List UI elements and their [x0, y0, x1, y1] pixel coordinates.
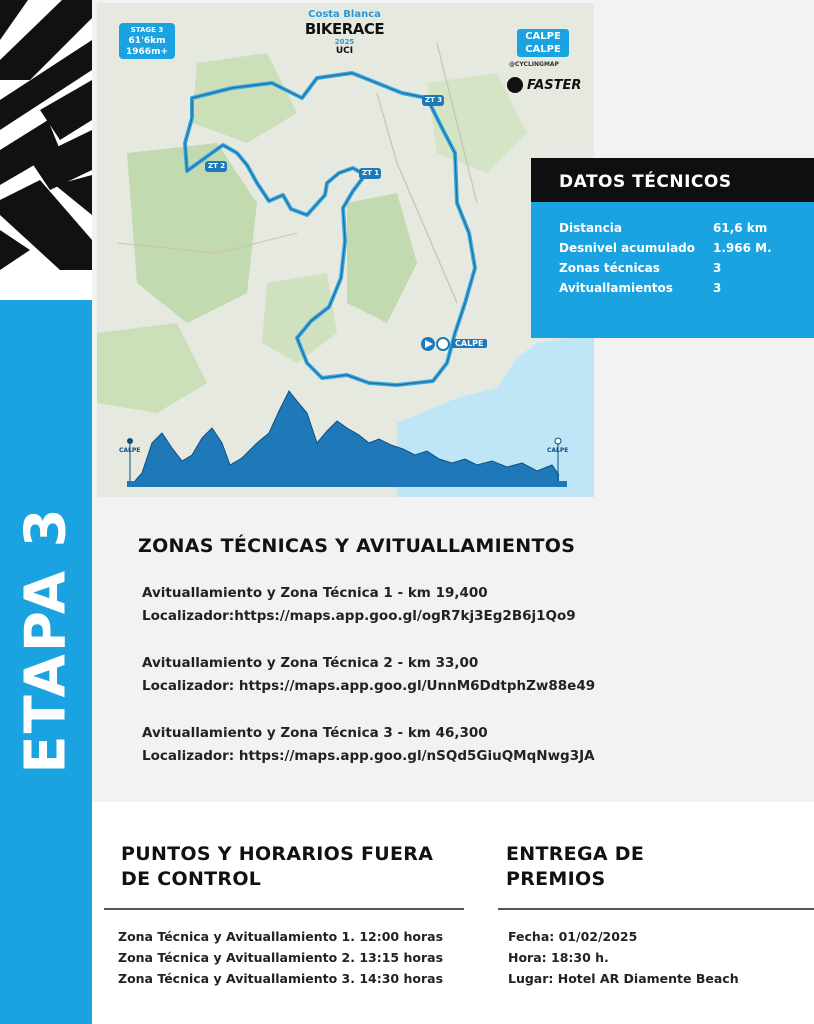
awards-place: Lugar: Hotel AR Diamente Beach — [508, 971, 739, 986]
awards-date: Fecha: 01/02/2025 — [508, 929, 638, 944]
awards-title — [498, 842, 814, 892]
control-times-title — [104, 842, 464, 892]
awards-title-line2: PREMIOS — [506, 868, 606, 890]
awards-section — [498, 842, 814, 989]
zone-item — [138, 722, 778, 768]
control-time-item: Zona Técnica y Avituallamiento 3. 14:30 horas — [118, 971, 444, 986]
event-logo — [297, 9, 392, 56]
awards-time: Hora: 18:30 h. — [508, 950, 609, 965]
zone-item — [138, 652, 778, 698]
zone-item-locator-link[interactable]: Localizador: https://maps.app.goo.gl/UnnM6DdtphZw88e49 — [142, 678, 596, 694]
brand-logo — [0, 0, 92, 300]
tech-label: Desnivel acumulado — [559, 241, 695, 255]
bottom-panel — [92, 802, 814, 1024]
zone-item-locator-link[interactable]: Localizador: https://maps.app.goo.gl/nSQd5GiuQMqNwg3JA — [142, 748, 595, 764]
tech-value: 3 — [713, 261, 722, 275]
route-badge-end: CALPE — [525, 44, 561, 55]
zones-title: ZONAS TÉCNICAS Y AVITUALLAMIENTOS — [138, 535, 576, 557]
profile-start-label: CALPE — [119, 447, 141, 454]
zt2-label: ZT 2 — [208, 162, 226, 170]
tech-row-tech-zones — [559, 258, 814, 278]
route-badge-start: CALPE — [525, 31, 561, 42]
zt3-label: ZT 3 — [425, 96, 443, 104]
stage-badge — [119, 23, 175, 59]
tech-row-distance — [559, 218, 814, 238]
faster-logo-icon — [507, 77, 523, 93]
technical-data-title: DATOS TÉCNICOS — [531, 158, 814, 202]
technical-data-body — [531, 202, 814, 338]
zt1-label: ZT 1 — [362, 169, 380, 177]
tech-value: 3 — [713, 281, 722, 295]
technical-data-box — [531, 158, 814, 338]
event-logo-brand: BIKERACE — [304, 20, 385, 38]
route-map[interactable] — [97, 3, 594, 497]
control-times-title-line1: PUNTOS Y HORARIOS FUERA — [121, 843, 434, 865]
control-times-section — [104, 842, 464, 989]
tech-value: 1.966 M. — [713, 241, 772, 255]
tech-label: Avituallamientos — [559, 281, 673, 295]
event-logo-year: 2025 — [334, 38, 355, 46]
route-badge — [517, 30, 569, 56]
control-times-list — [104, 926, 464, 989]
zone-item-title: Avituallamiento y Zona Técnica 1 - km 19,400 — [142, 585, 488, 601]
awards-divider — [498, 908, 814, 910]
tech-label: Distancia — [559, 221, 622, 235]
profile-end-label: CALPE — [547, 447, 569, 454]
zones-section — [138, 535, 778, 792]
tech-row-feed-zones — [559, 278, 814, 298]
faster-logo: FASTER — [527, 78, 582, 93]
zone-item-title: Avituallamiento y Zona Técnica 2 - km 33,00 — [142, 655, 479, 671]
zone-item — [138, 582, 778, 628]
stage-badge-distance: 61'6km — [128, 36, 166, 46]
control-time-item: Zona Técnica y Avituallamiento 1. 12:00 horas — [118, 929, 444, 944]
town-label-calpe: CALPE — [452, 339, 487, 348]
tech-row-elevation — [559, 238, 814, 258]
tech-value: 61,6 km — [713, 221, 768, 235]
control-times-title-line2: DE CONTROL — [121, 868, 262, 890]
sidebar-logo-area — [0, 0, 92, 300]
stage-badge-stage: STAGE 3 — [130, 26, 164, 34]
cyclingmap-credit: @CYCLINGMAP — [509, 61, 559, 68]
zone-item-locator-link[interactable]: Localizador:https://maps.app.goo.gl/ogR7kj3Eg2B6j1Qo9 — [142, 608, 576, 624]
awards-title-line1: ENTREGA DE — [506, 843, 645, 865]
control-time-item: Zona Técnica y Avituallamiento 2. 13:15 horas — [118, 950, 444, 965]
finish-marker-icon — [437, 338, 449, 350]
zone-item-title: Avituallamiento y Zona Técnica 3 - km 46,300 — [142, 725, 488, 741]
uci-logo: UCI — [335, 46, 354, 56]
stage-vertical-title: ETAPA 3 — [13, 506, 79, 774]
map-graphic — [97, 3, 594, 497]
control-times-divider — [104, 908, 464, 910]
awards-list — [498, 926, 814, 989]
event-logo-title: Costa Blanca — [308, 9, 381, 20]
stage-badge-elevation: 1966m+ — [126, 47, 168, 57]
tech-label: Zonas técnicas — [559, 261, 660, 275]
